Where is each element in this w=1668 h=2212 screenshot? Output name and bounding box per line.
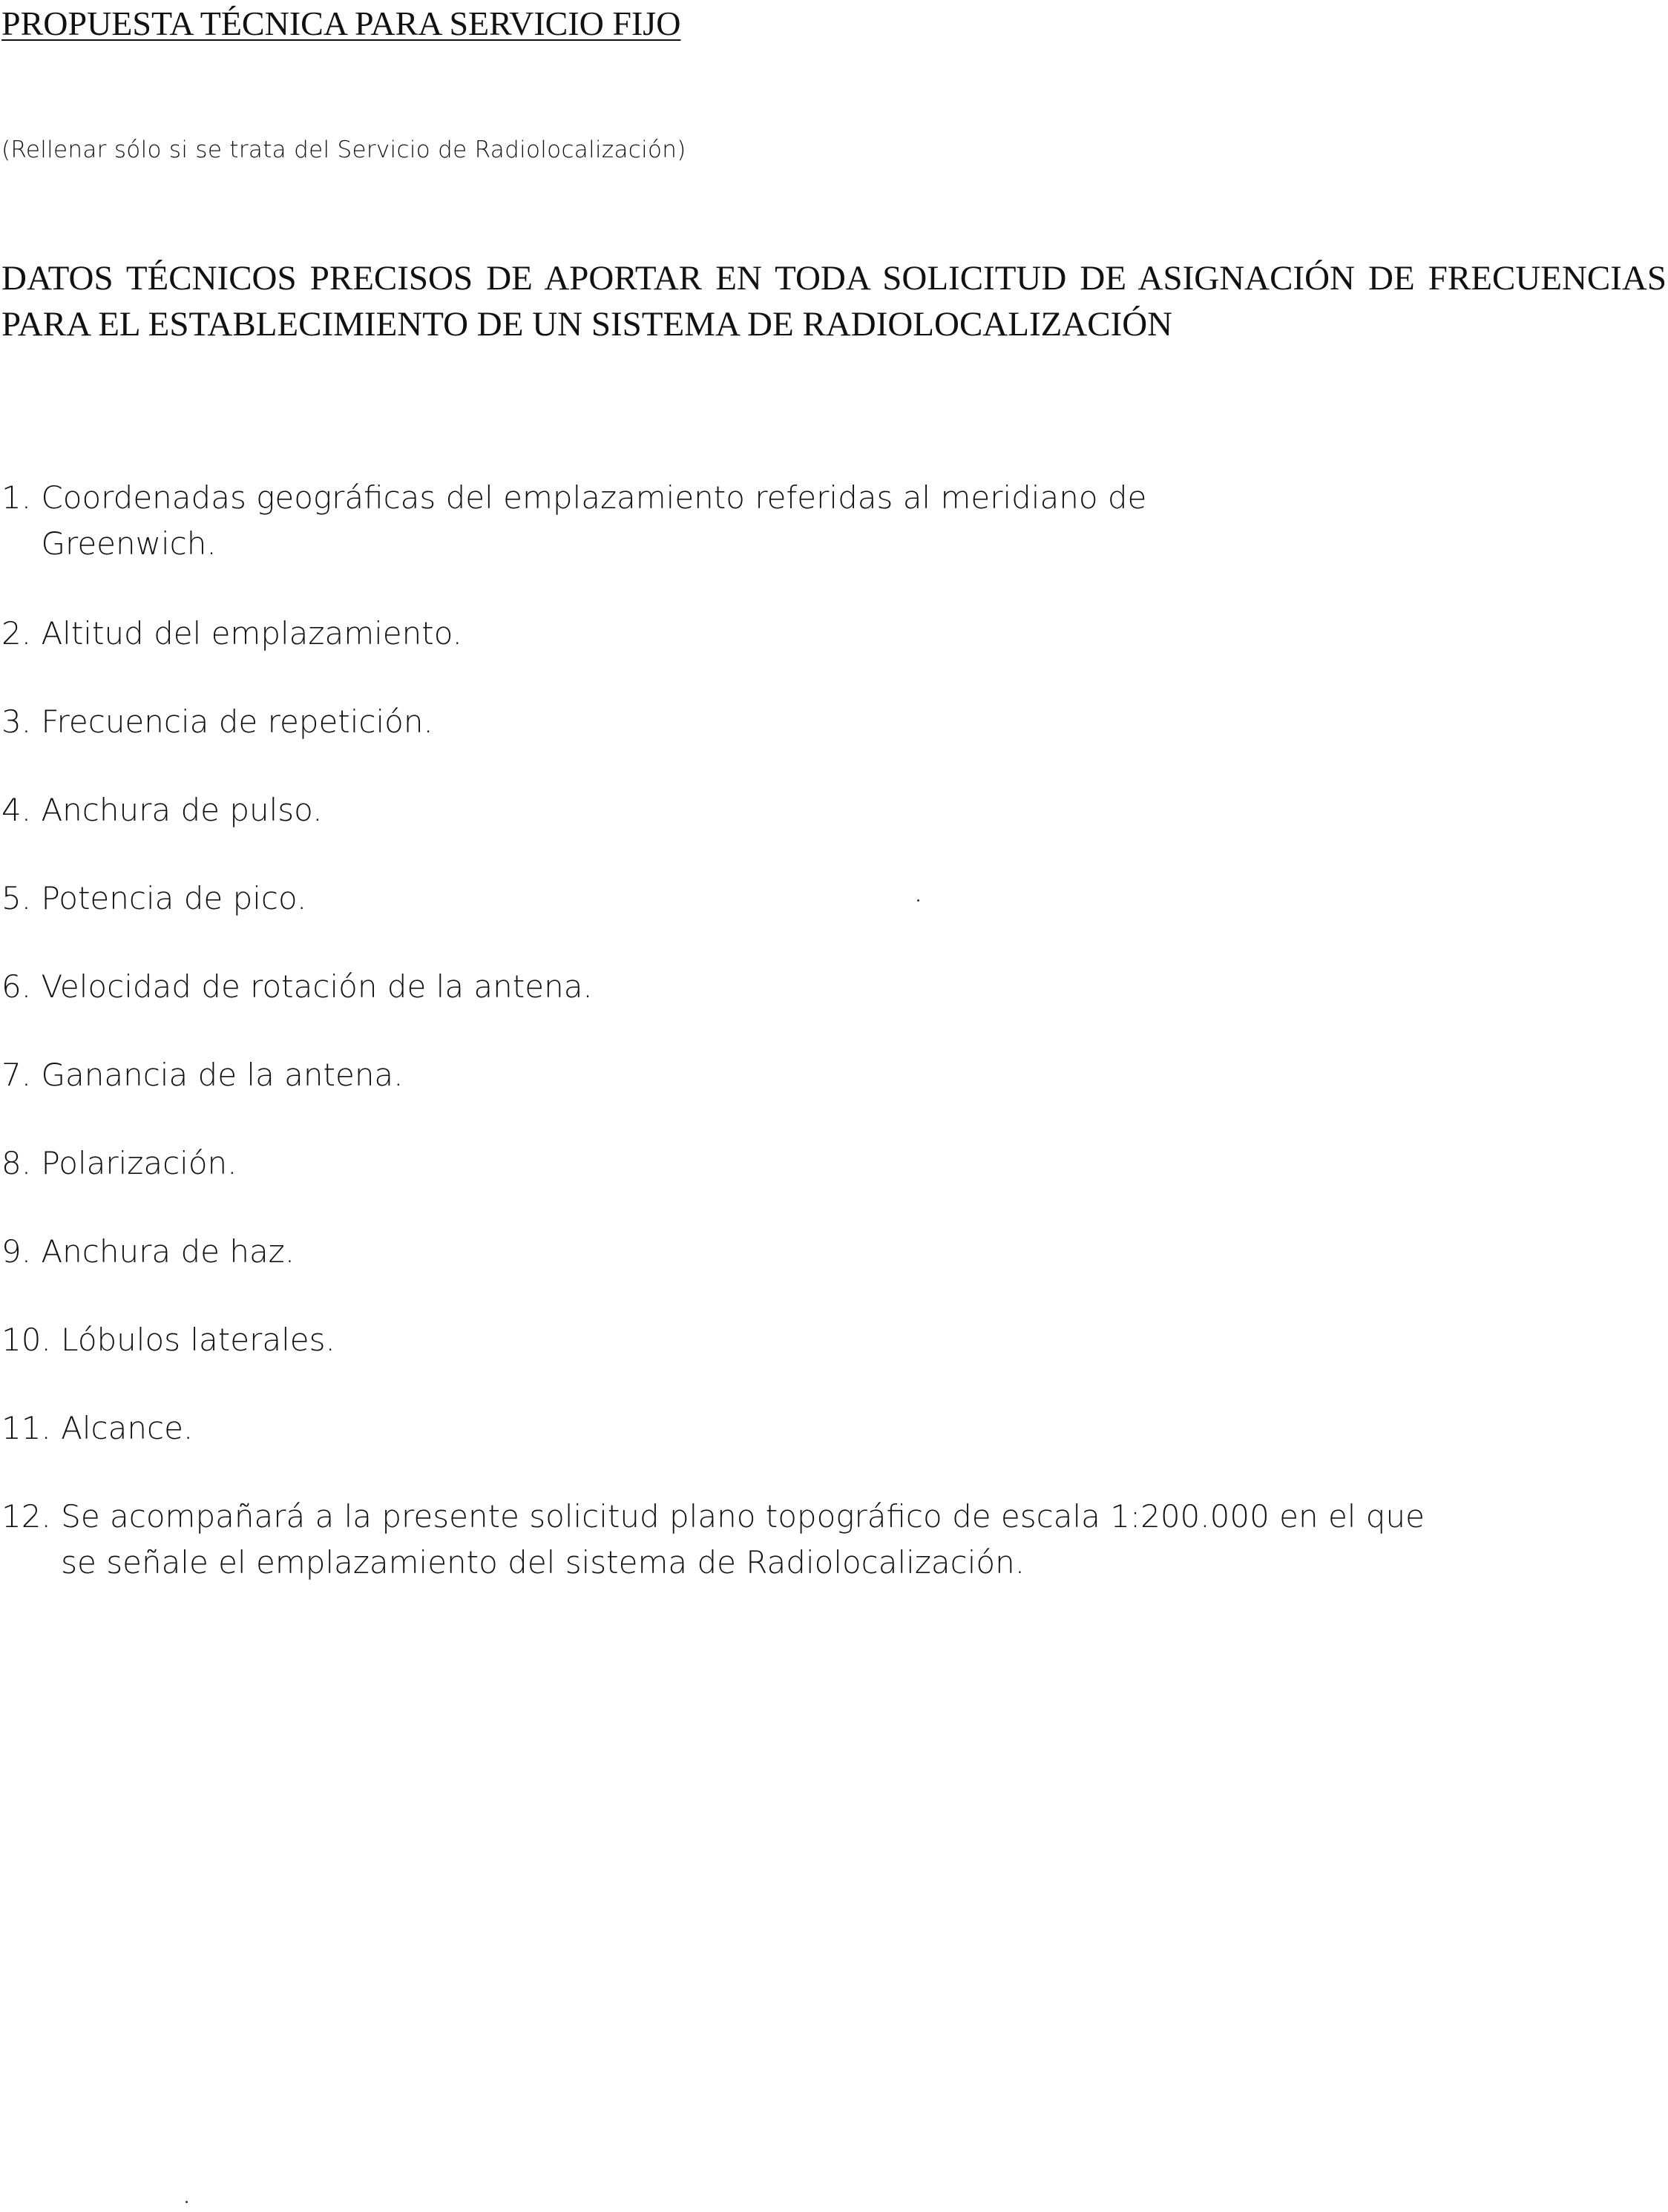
list-item-text: Coordenadas geográficas del emplazamiento referidas al meridiano de Greenwich. (41, 479, 1147, 562)
list-item-number: 7. (1, 1057, 32, 1093)
list-item-text: Polarización. (41, 1145, 237, 1181)
list-item-number: 11. (1, 1410, 51, 1446)
list-item-text: Lóbulos laterales. (61, 1322, 335, 1358)
list-item (1, 1141, 1560, 1187)
list-item-text: Altitud del emplazamiento. (41, 615, 463, 652)
list-item (1, 1317, 1560, 1363)
list-item-text: Ganancia de la antena. (41, 1057, 404, 1093)
list-item-number: 4. (1, 792, 32, 828)
list-item-text: Alcance. (61, 1410, 194, 1446)
list-item-number: 6. (1, 968, 32, 1005)
list-item (1, 1229, 1560, 1275)
list-item-number: 3. (1, 703, 32, 740)
list-item-number: 9. (1, 1233, 32, 1270)
list-item-text: Potencia de pico. (41, 880, 307, 916)
list-item-number: 8. (1, 1145, 32, 1181)
list-item-number: 12. (1, 1498, 51, 1535)
list-item (1, 1405, 1560, 1451)
list-item-number: 5. (1, 880, 32, 916)
document-title: PROPUESTA TÉCNICA PARA SERVICIO FIJO (1, 4, 681, 42)
list-item-text: Anchura de haz. (41, 1233, 295, 1270)
document-note: (Rellenar sólo si se trata del Servicio de Radiolocalización) (1, 137, 686, 163)
list-item-number: 1. (1, 479, 32, 516)
list-item-text: Velocidad de rotación de la antena. (41, 968, 593, 1005)
scan-speck (917, 899, 919, 902)
list-item-text: Anchura de pulso. (41, 792, 323, 828)
list-item (1, 1494, 1560, 1586)
list-item (1, 876, 1560, 922)
list-item-text: Se acompañará a la presente solicitud plano topográfico de escala 1:200.000 en el que se señale el emplazamiento del sistema de Radiolocalización. (61, 1498, 1425, 1581)
list-item-number: 2. (1, 615, 32, 652)
list-item (1, 611, 1560, 657)
scan-speck (185, 2201, 188, 2203)
list-item (1, 787, 1560, 833)
list-item-number: 10. (1, 1322, 51, 1358)
list-item (1, 1052, 1560, 1098)
document-heading: DATOS TÉCNICOS PRECISOS DE APORTAR EN TODA SOLICITUD DE ASIGNACIÓN DE FRECUENCIAS PARA EL ESTABLECIMIENTO DE UN SISTEMA DE RADIOLOCALIZACIÓN (1, 259, 1667, 344)
list-item (1, 475, 1560, 567)
list-item (1, 699, 1560, 745)
list-item-text: Frecuencia de repetición. (41, 703, 433, 740)
list-item (1, 964, 1560, 1010)
